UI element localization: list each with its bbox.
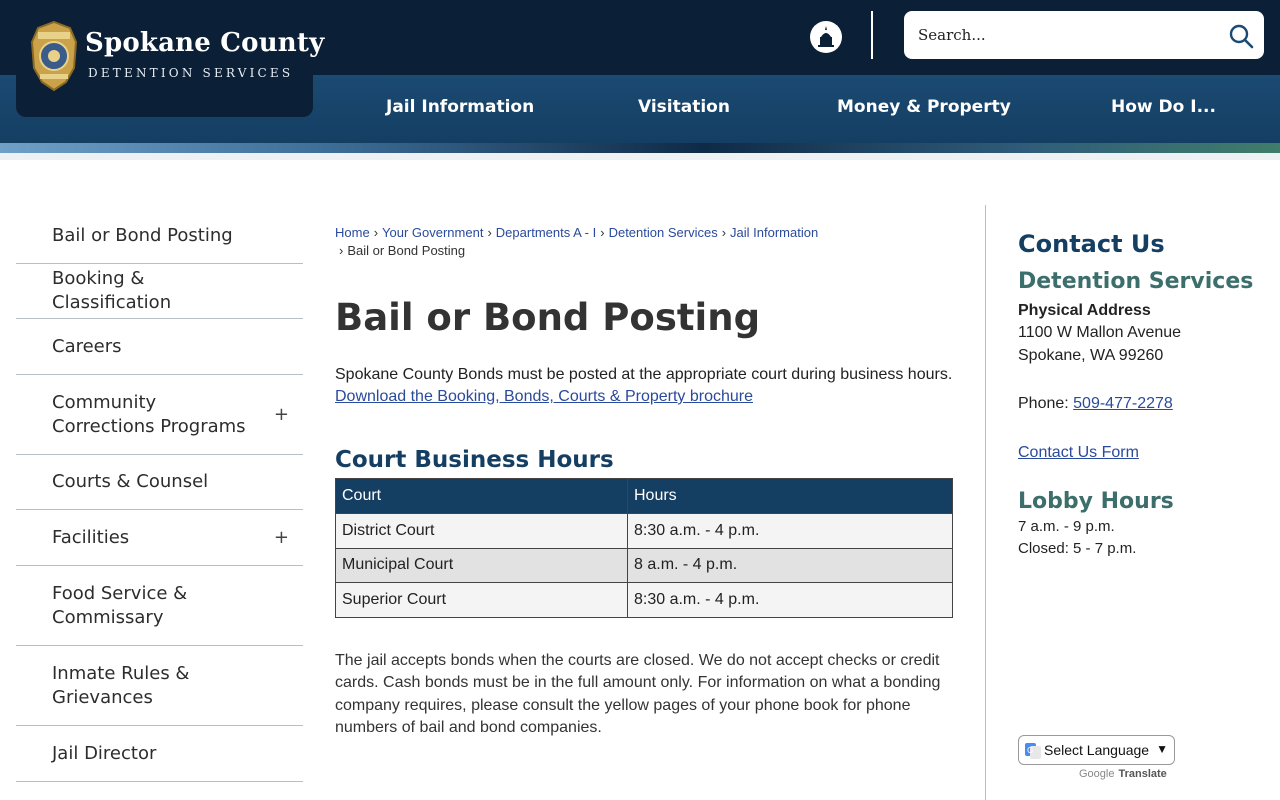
site-logo[interactable] (16, 0, 325, 117)
table-row (336, 583, 953, 618)
sheriff-badge-icon (30, 20, 78, 92)
breadcrumb-current: Bail or Bond Posting (347, 243, 466, 258)
table-cell: Municipal Court (336, 548, 628, 583)
table-cell: 8:30 a.m. - 4 p.m. (628, 583, 953, 618)
breadcrumb-separator: › (721, 225, 727, 240)
sidebar-item-jail-director[interactable] (16, 726, 303, 782)
search-box (904, 11, 1264, 59)
sidebar-item-facilities[interactable] (16, 510, 303, 566)
table-cell: Superior Court (336, 583, 628, 618)
breadcrumb (335, 224, 955, 260)
table-row (336, 514, 953, 549)
logo-subtitle: DETENTION SERVICES (88, 66, 294, 80)
address-label: Physical Address (1018, 302, 1151, 319)
sidebar-item-label: Careers (52, 335, 122, 357)
sidebar-item-label: Inmate Rules & Grievances (52, 662, 190, 708)
table-row (336, 548, 953, 583)
page-title: Bail or Bond Posting (335, 296, 761, 339)
google-translate-credit[interactable] (1079, 768, 1167, 780)
department-name: Detention Services (1018, 269, 1254, 294)
brochure-link[interactable]: Download the Booking, Bonds, Courts & Property brochure (335, 388, 754, 405)
table-cell: 8:30 a.m. - 4 p.m. (628, 514, 953, 549)
sidebar-item-label: Courts & Counsel (52, 471, 209, 492)
expand-plus-icon[interactable]: + (273, 403, 289, 425)
sidebar-item-label: Community Corrections Programs (52, 391, 246, 437)
logo-title: Spokane County (85, 28, 325, 58)
google-label: Google (1079, 768, 1115, 780)
table-cell: 8 a.m. - 4 p.m. (628, 548, 953, 583)
column-divider (985, 205, 986, 800)
breadcrumb-departments[interactable]: Departments A - I (495, 225, 597, 240)
county-seal-icon[interactable] (810, 21, 842, 53)
sidebar-item-community-corrections[interactable] (16, 375, 303, 455)
bond-info-paragraph: The jail accepts bonds when the courts are closed. We do not accept checks or credit cards. Cash bonds must be in the full amount only. For information on what a bonding company requires, please consult the yellow pages of your phone book for phone numbers of bail and bond companies. (335, 652, 941, 736)
search-input[interactable] (918, 21, 1218, 49)
chevron-down-icon: ▼ (1156, 742, 1168, 756)
sidebar-item-booking-classification[interactable] (16, 264, 303, 319)
sidebar-nav (16, 208, 303, 782)
nav-visitation[interactable]: Visitation (638, 97, 730, 117)
breadcrumb-separator: › (373, 225, 379, 240)
sidebar-item-label: Food Service & Commissary (52, 582, 188, 628)
svg-text:G: G (1027, 746, 1034, 755)
decorative-stripe (0, 143, 1280, 153)
lobby-hours-line-2: Closed: 5 - 7 p.m. (1018, 540, 1137, 557)
breadcrumb-your-government[interactable]: Your Government (382, 225, 484, 240)
sidebar-item-label: Jail Director (52, 742, 157, 764)
capitol-dome-icon (810, 21, 842, 53)
breadcrumb-separator: › (600, 225, 605, 240)
nav-how-do-i[interactable]: How Do I... (1111, 97, 1216, 117)
sidebar-item-label: Facilities (52, 526, 130, 548)
sidebar-item-inmate-rules[interactable] (16, 646, 303, 726)
sidebar-item-careers[interactable] (16, 319, 303, 375)
sidebar-item-courts-counsel[interactable] (16, 455, 303, 510)
sidebar-item-bail-bond-posting[interactable] (16, 208, 303, 264)
breadcrumb-jail-information[interactable]: Jail Information (730, 225, 819, 240)
breadcrumb-detention-services[interactable]: Detention Services (608, 225, 718, 240)
header-divider (871, 11, 873, 59)
contact-form-link[interactable]: Contact Us Form (1018, 444, 1139, 461)
sidebar-item-label: Bail or Bond Posting (52, 224, 233, 246)
lobby-hours-line-1: 7 a.m. - 9 p.m. (1018, 518, 1115, 535)
translate-label: Translate (1118, 768, 1167, 780)
site-header (0, 0, 1280, 160)
phone-line (1018, 395, 1173, 413)
language-select[interactable] (1018, 735, 1175, 765)
sidebar-item-label: Booking & Classification (52, 268, 172, 313)
lobby-hours-heading: Lobby Hours (1018, 489, 1174, 514)
court-hours-table (335, 478, 953, 618)
nav-jail-information[interactable]: Jail Information (386, 97, 535, 117)
address-line-1: 1100 W Mallon Avenue (1018, 324, 1182, 341)
breadcrumb-separator: › (339, 243, 344, 258)
table-cell: District Court (336, 514, 628, 549)
intro-paragraph: Spokane County Bonds must be posted at the appropriate court during business hours. (335, 366, 953, 383)
phone-label: Phone: (1018, 395, 1074, 412)
court-hours-heading: Court Business Hours (335, 447, 614, 473)
google-translate-icon (1025, 743, 1041, 759)
breadcrumb-separator: › (487, 225, 492, 240)
nav-money-property[interactable]: Money & Property (837, 97, 1011, 117)
phone-link[interactable]: 509-477-2278 (1073, 395, 1173, 412)
expand-plus-icon[interactable]: + (273, 526, 289, 548)
address-line-2: Spokane, WA 99260 (1018, 347, 1164, 364)
search-icon[interactable] (1228, 23, 1254, 49)
table-header-hours: Hours (628, 479, 953, 514)
table-header-court: Court (336, 479, 628, 514)
sidebar-item-food-service[interactable] (16, 566, 303, 646)
language-select-label: Select Language (1044, 742, 1150, 758)
decorative-stripe-light (0, 153, 1280, 160)
table-header-row (336, 479, 953, 514)
breadcrumb-home[interactable]: Home (335, 225, 370, 240)
intro-text (335, 364, 960, 408)
contact-us-heading: Contact Us (1018, 230, 1165, 258)
